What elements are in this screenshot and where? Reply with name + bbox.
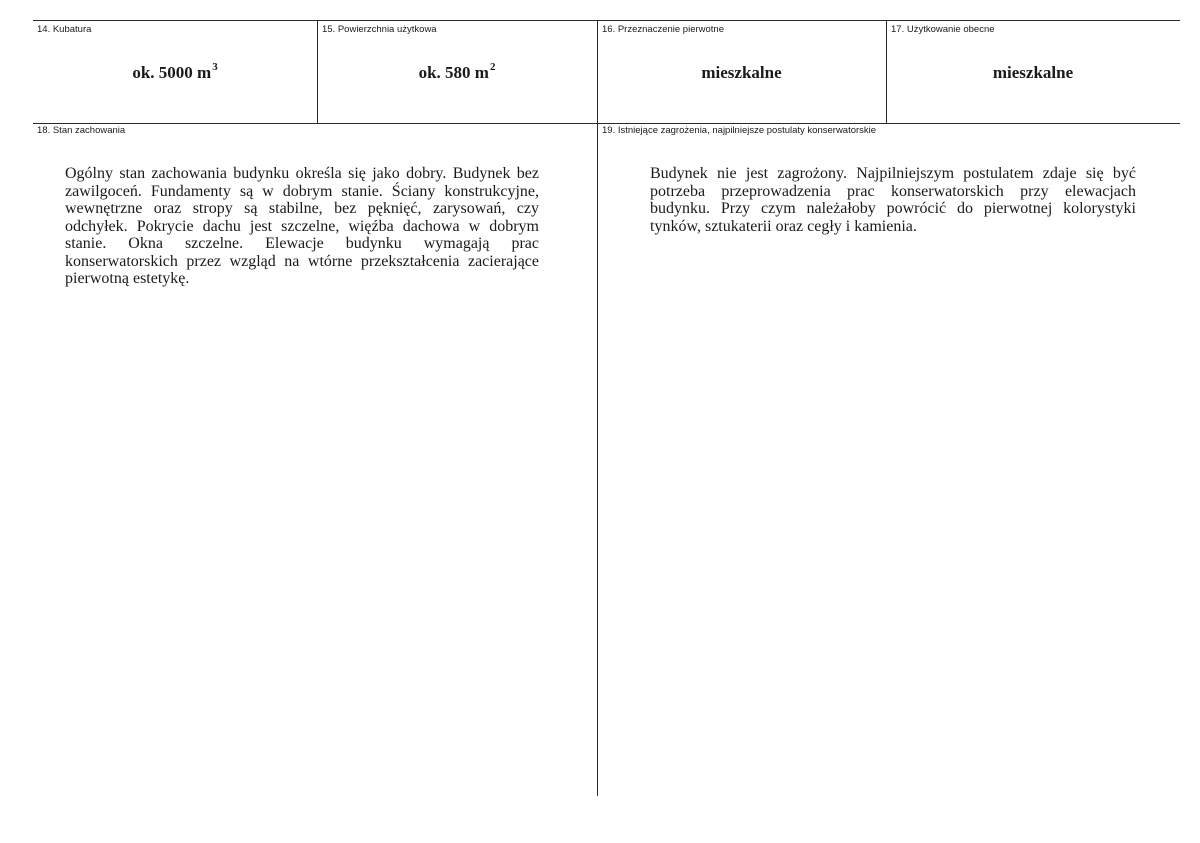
row-divider-line [33,123,1180,124]
zagrozenia-label: 19. Istniejące zagrożenia, najpilniejsze postulaty konserwatorskie [602,125,877,136]
uzytkowanie-value: mieszkalne [992,63,1074,82]
stan-zachowania-text: Ogólny stan zachowania budynku określa się jako dobry. Budynek bez zawilgoceń. Fundamenty są w dobrym stanie. Ściany konstrukcyjne, wewnętrzne oraz stropy są stabilne, bez pęknięć, zarysowań, czy odchyłek. Pokrycie dachu jest szczelne, więźba dachowa w dobrym stanie. Okna szczelne. Elewacje budynku wymagają prac konserwatorskich przez wzgląd na wtórne przekształcenia zacierające pierwotną estetykę. [65,165,539,287]
kubatura-label: 14. Kubatura [37,24,92,35]
kubatura-unit-exponent: 3 [212,61,218,73]
powierzchnia-value [317,63,597,83]
stan-zachowania-label: 18. Stan zachowania [37,125,126,136]
powierzchnia-label: 15. Powierzchnia użytkowa [322,24,437,35]
zagrozenia-text: Budynek nie jest zagrożony. Najpilniejszym postulatem zdaje się być potrzeba przeprowadzenia prac konserwatorskich przy elewacjach budynku. Przy czym należałoby powrócić do pierwotnej kolorystyki tynków, sztukaterii oraz cegły i kamienia. [650,165,1136,235]
conservation-record-form [33,0,1180,843]
przeznaczenie-value: mieszkalne [701,63,782,82]
powierzchnia-value-text: ok. 580 m [418,63,489,82]
kubatura-value [33,63,317,83]
powierzchnia-unit-exponent: 2 [489,61,496,73]
kubatura-value-text: ok. 5000 m [132,63,212,82]
przeznaczenie-label: 16. Przeznaczenie pierwotne [602,24,724,35]
column-divider-15-16 [597,20,598,796]
uzytkowanie-label: 17. Użytkowanie obecne [891,24,995,35]
top-border-line [33,20,1180,21]
